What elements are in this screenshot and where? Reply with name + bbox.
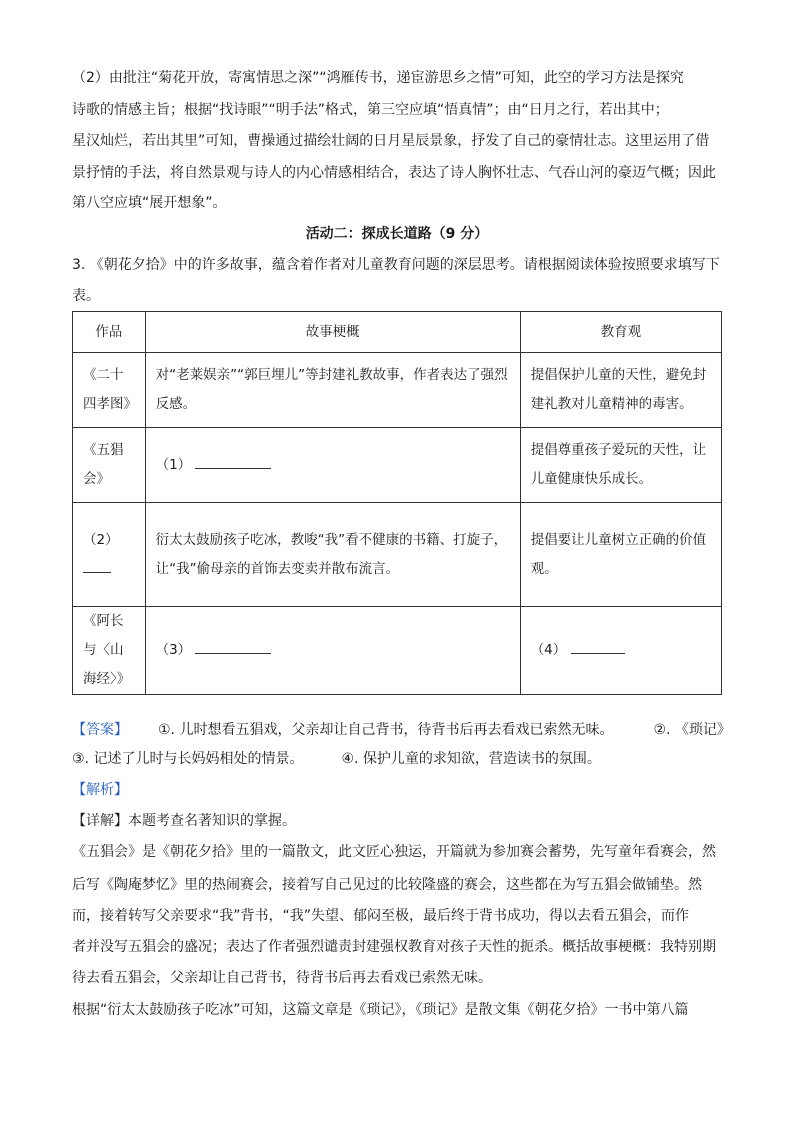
work-cell: 《阿长与〈山海经〉》: [73, 607, 146, 695]
prev-answer-line: 诗歌的情感主旨；根据“找诗眼”“明手法”格式，第三空应填“悟真情”；由“日月之行，若出其中；: [72, 102, 669, 118]
fill-in-blank[interactable]: [195, 637, 271, 654]
view-cell: [520, 607, 721, 695]
question-line: 3. 《朝花夕拾》中的许多故事，蕴含着作者对儿童教育问题的深层思考。请根据阅读体验按照要求填写下: [72, 257, 720, 273]
table-row: [73, 428, 722, 503]
table-header: 故事梗概: [145, 312, 520, 353]
blank-number: （1）: [155, 456, 192, 473]
work-cell: [73, 503, 146, 607]
summary-cell: 衍太太鼓励孩子吃冰，教唆“我”看不健康的书籍、打旋子，让“我”偷母亲的首饰去变卖并散布流言。: [145, 503, 520, 607]
answer-item: ②. 《琐记》: [653, 722, 731, 738]
answer-item: ①. 儿时想看五猖戏，父亲却让自己背书，待背书后再去看戏已索然无味。: [158, 722, 614, 738]
analysis-label: 【解析】: [72, 782, 128, 798]
table-header: 作品: [73, 312, 146, 353]
prev-answer-line: （2）由批注“菊花开放，寄寓情思之深”“鸿雁传书，递宦游思乡之情”可知，此空的学习方法是探究: [72, 70, 684, 86]
table-header: 教育观: [520, 312, 721, 353]
work-cell: 《五猖会》: [73, 428, 146, 503]
view-cell: 提倡要让儿童树立正确的价值观。: [520, 503, 721, 607]
view-cell: 提倡保护儿童的天性，避免封建礼教对儿童精神的毒害。: [520, 353, 721, 428]
analysis-line: 待去看五猖会，父亲却让自己背书，待背书后再去看戏已索然无味。: [72, 970, 492, 986]
analysis-line: 者并没写五猖会的盛况；表达了作者强烈谴责封建强权教育对孩子天性的扼杀。概括故事梗概：我特别期: [72, 939, 716, 955]
prev-answer-line: 星汉灿烂，若出其里”可知，曹操通过描绘壮阔的日月星辰景象，抒发了自己的豪情壮志。这里运用了借: [72, 133, 710, 149]
view-cell: 提倡尊重孩子爱玩的天性，让儿童健康快乐成长。: [520, 428, 721, 503]
table-header-row: [73, 312, 722, 353]
blank-number: （3）: [155, 642, 192, 658]
fill-in-blank[interactable]: [83, 556, 111, 573]
analysis-line: 《五猖会》是《朝花夕拾》里的一篇散文，此文匠心独运，开篇就为参加赛会蓄势，先写童年看赛会，然: [72, 844, 716, 860]
analysis-line: 根据“衍太太鼓励孩子吃冰”可知，这篇文章是《琐记》，《琐记》是散文集《朝花夕拾》一书中第八篇: [72, 1002, 689, 1018]
prev-answer-line: 景抒情的手法，将自然景观与诗人的内心情感相结合，表达了诗人胸怀壮志、气吞山河的豪迈气概；因此: [72, 165, 716, 181]
question-line: 表。: [72, 288, 100, 304]
detail-label: 【详解】: [72, 813, 128, 829]
summary-cell: [145, 428, 520, 503]
answer-line: [72, 720, 731, 740]
activity-heading: 活动二：探成长道路（9 分）: [305, 226, 489, 242]
work-cell: 《二十四孝图》: [73, 353, 146, 428]
analysis-line: 而，接着转写父亲要求“我”背书，“我”失望、郁闷至极，最后终于背书成功，得以去看五猖会，而作: [72, 908, 690, 924]
analysis-line: 后写《陶庵梦忆》里的热闹赛会，接着写自己见过的比较隆盛的赛会，这些都在为写五猖会做铺垫。然: [72, 877, 702, 893]
prev-answer-line: 第八空应填“展开想象”。: [72, 195, 227, 211]
answer-item: ④. 保护儿童的求知欲，营造读书的氛围。: [341, 751, 601, 767]
table-row: [73, 607, 722, 695]
detail-text: 本题考查名著知识的掌握。: [128, 813, 296, 829]
fill-in-blank[interactable]: [195, 452, 271, 469]
fill-in-blank[interactable]: [571, 637, 625, 654]
summary-cell: [145, 607, 520, 695]
detail-line: [72, 811, 722, 831]
study-table: [72, 311, 722, 695]
answer-line: [72, 749, 722, 769]
summary-cell: 对“老莱娱亲”“郭巨埋儿”等封建礼教故事，作者表达了强烈反感。: [145, 353, 520, 428]
answer-label: 【答案】: [72, 722, 128, 738]
blank-number: （4）: [530, 642, 567, 658]
answer-item: ③. 记述了儿时与长妈妈相处的情景。: [72, 751, 304, 767]
table-row: [73, 353, 722, 428]
table-row: [73, 503, 722, 607]
blank-number: （2）: [83, 531, 119, 548]
